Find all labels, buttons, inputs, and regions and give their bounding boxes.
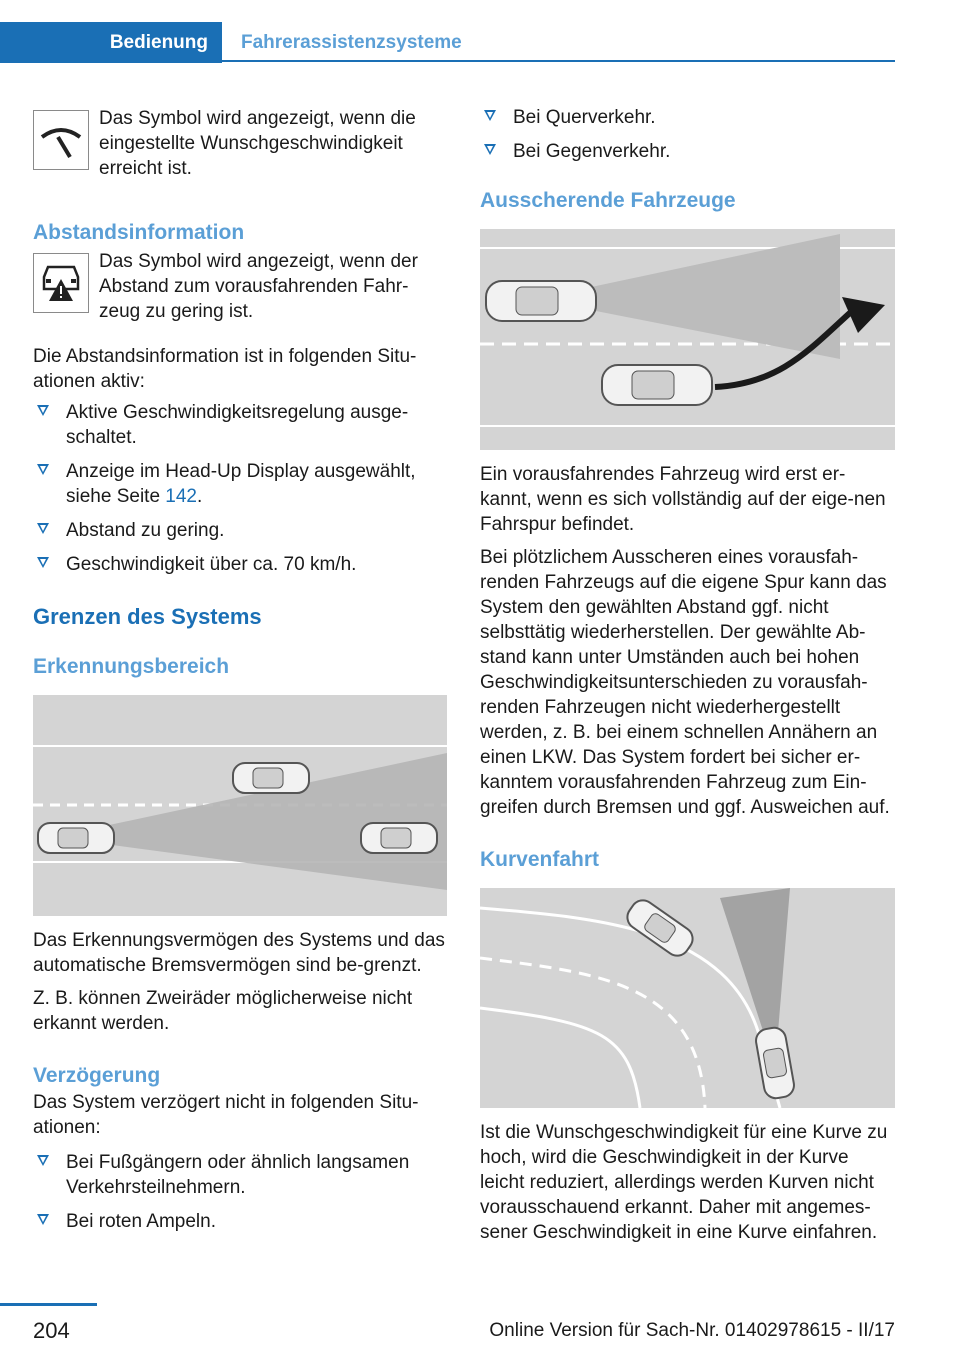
car-icon: [602, 365, 712, 405]
figure-erkennungsbereich: [33, 695, 447, 916]
car-icon: [38, 823, 114, 853]
heading-grenzen: Grenzen des Systems: [33, 604, 262, 629]
header-rule: [222, 60, 895, 62]
road-illustration: [480, 229, 895, 450]
page-link-142[interactable]: 142: [165, 486, 197, 507]
footer-rule: [0, 1303, 97, 1306]
kurve-paragraph-1: Ist die Wunschgeschwindigkeit für eine Kurve zu hoch, wird die Geschwindigkeit in der Kurve leicht reduziert, allerdings werden Kurven nicht vorausschauend erkannt. Daher mit angemes-sener Geschwindigkeit in eine Kurve einfahren.: [480, 1122, 888, 1243]
heading-ausscherende-fahrzeuge: Ausscherende Fahrzeuge: [480, 189, 736, 212]
heading-verzoegerung: Verzögerung: [33, 1064, 161, 1087]
car-icon: [486, 281, 596, 321]
figure-kurvenfahrt: [480, 888, 895, 1108]
triangle-bullet-icon: [484, 110, 496, 121]
triangle-bullet-icon: [37, 1155, 49, 1166]
figure-ausscherende-fahrzeuge: [480, 229, 895, 450]
list-item: Aktive Geschwindigkeitsregelung ausge-schaltet.: [33, 400, 449, 450]
list-item: Bei Gegenverkehr.: [480, 139, 895, 164]
list-item: Bei roten Ampeln.: [33, 1209, 449, 1234]
road-illustration: [33, 695, 447, 916]
tab-bedienung[interactable]: Bedienung: [0, 22, 222, 63]
list-item: Bei Querverkehr.: [480, 105, 895, 130]
triangle-bullet-icon: [37, 557, 49, 568]
triangle-bullet-icon: [37, 405, 49, 416]
abstand-bullet-list: [33, 400, 449, 577]
verz-bullet-list-left: [33, 1150, 449, 1234]
heading-abstandsinformation: Abstandsinformation: [33, 221, 245, 244]
triangle-bullet-icon: [37, 464, 49, 475]
car-icon: [233, 763, 309, 793]
heading-kurvenfahrt: Kurvenfahrt: [480, 848, 600, 871]
curve-road-illustration: [480, 888, 895, 1108]
online-version-note: Online Version für Sach-Nr. 01402978615 - II/17: [489, 1320, 895, 1341]
erkennung-paragraph-1: Das Erkennungsvermögen des Systems und das automatische Bremsvermögen sind be-grenzt.: [33, 930, 445, 976]
list-item: Geschwindigkeit über ca. 70 km/h.: [33, 552, 449, 577]
page-number: 204: [33, 1318, 70, 1343]
aussch-paragraph-1: Ein vorausfahrendes Fahrzeug wird erst er-kannt, wenn es sich vollständig auf der eige-nen Fahrspur befindet.: [480, 464, 886, 535]
list-item: Anzeige im Head-Up Display ausgewählt, siehe Seite 142.: [33, 459, 449, 509]
car-warning-icon: [33, 253, 89, 313]
car-icon: [361, 823, 437, 853]
speedometer-icon: [33, 110, 89, 170]
header-tabbar: [0, 22, 895, 63]
distance-symbol-text: Das Symbol wird angezeigt, wenn der Abstand zum vorausfahrenden Fahr-zeug zu gering ist.: [99, 251, 418, 322]
list-item: Abstand zu gering.: [33, 518, 449, 543]
abstand-intro: Die Abstandsinformation ist in folgenden Situ-ationen aktiv:: [33, 346, 417, 392]
verz-bullet-list-right: [480, 105, 895, 164]
triangle-bullet-icon: [37, 1214, 49, 1225]
heading-erkennungsbereich: Erkennungsbereich: [33, 655, 230, 678]
speed-symbol-block: [33, 106, 449, 181]
distance-symbol-block: [33, 249, 449, 324]
erkennung-paragraph-2: Z. B. können Zweiräder möglicherweise nicht erkannt werden.: [33, 988, 413, 1034]
left-column: [33, 100, 449, 1234]
aussch-paragraph-2: Bei plötzlichem Ausscheren eines vorausfah-renden Fahrzeugs auf die eigene Spur kann das System den gewählten Abstand ggf. nicht selbsttätig wiederherstellen. Der gewählte Ab-stand kann unter Umständen auch bei hohen Geschwindigkeitsunterschieden zu vorausfah-renden Fahrzeugen nicht wiederhergestellt werden, z. B. bei einem schnellen Annähern an einen LKW. Das System fordert bei sicher er-kanntem vorausfahrenden Fahrzeug zum Ein-greifen durch Bremsen und ggf. Ausweichen auf.: [480, 547, 890, 818]
verz-intro: Das System verzögert nicht in folgenden Situ-ationen:: [33, 1092, 419, 1138]
triangle-bullet-icon: [484, 144, 496, 155]
triangle-bullet-icon: [37, 523, 49, 534]
speed-symbol-text: Das Symbol wird angezeigt, wenn die eingestellte Wunschgeschwindigkeit erreicht ist.: [99, 108, 416, 179]
list-item: Bei Fußgängern oder ähnlich langsamen Verkehrsteilnehmern.: [33, 1150, 449, 1200]
tab-fahrerassistenzsysteme[interactable]: Fahrerassistenzsysteme: [241, 32, 462, 53]
right-column: [480, 105, 895, 1245]
